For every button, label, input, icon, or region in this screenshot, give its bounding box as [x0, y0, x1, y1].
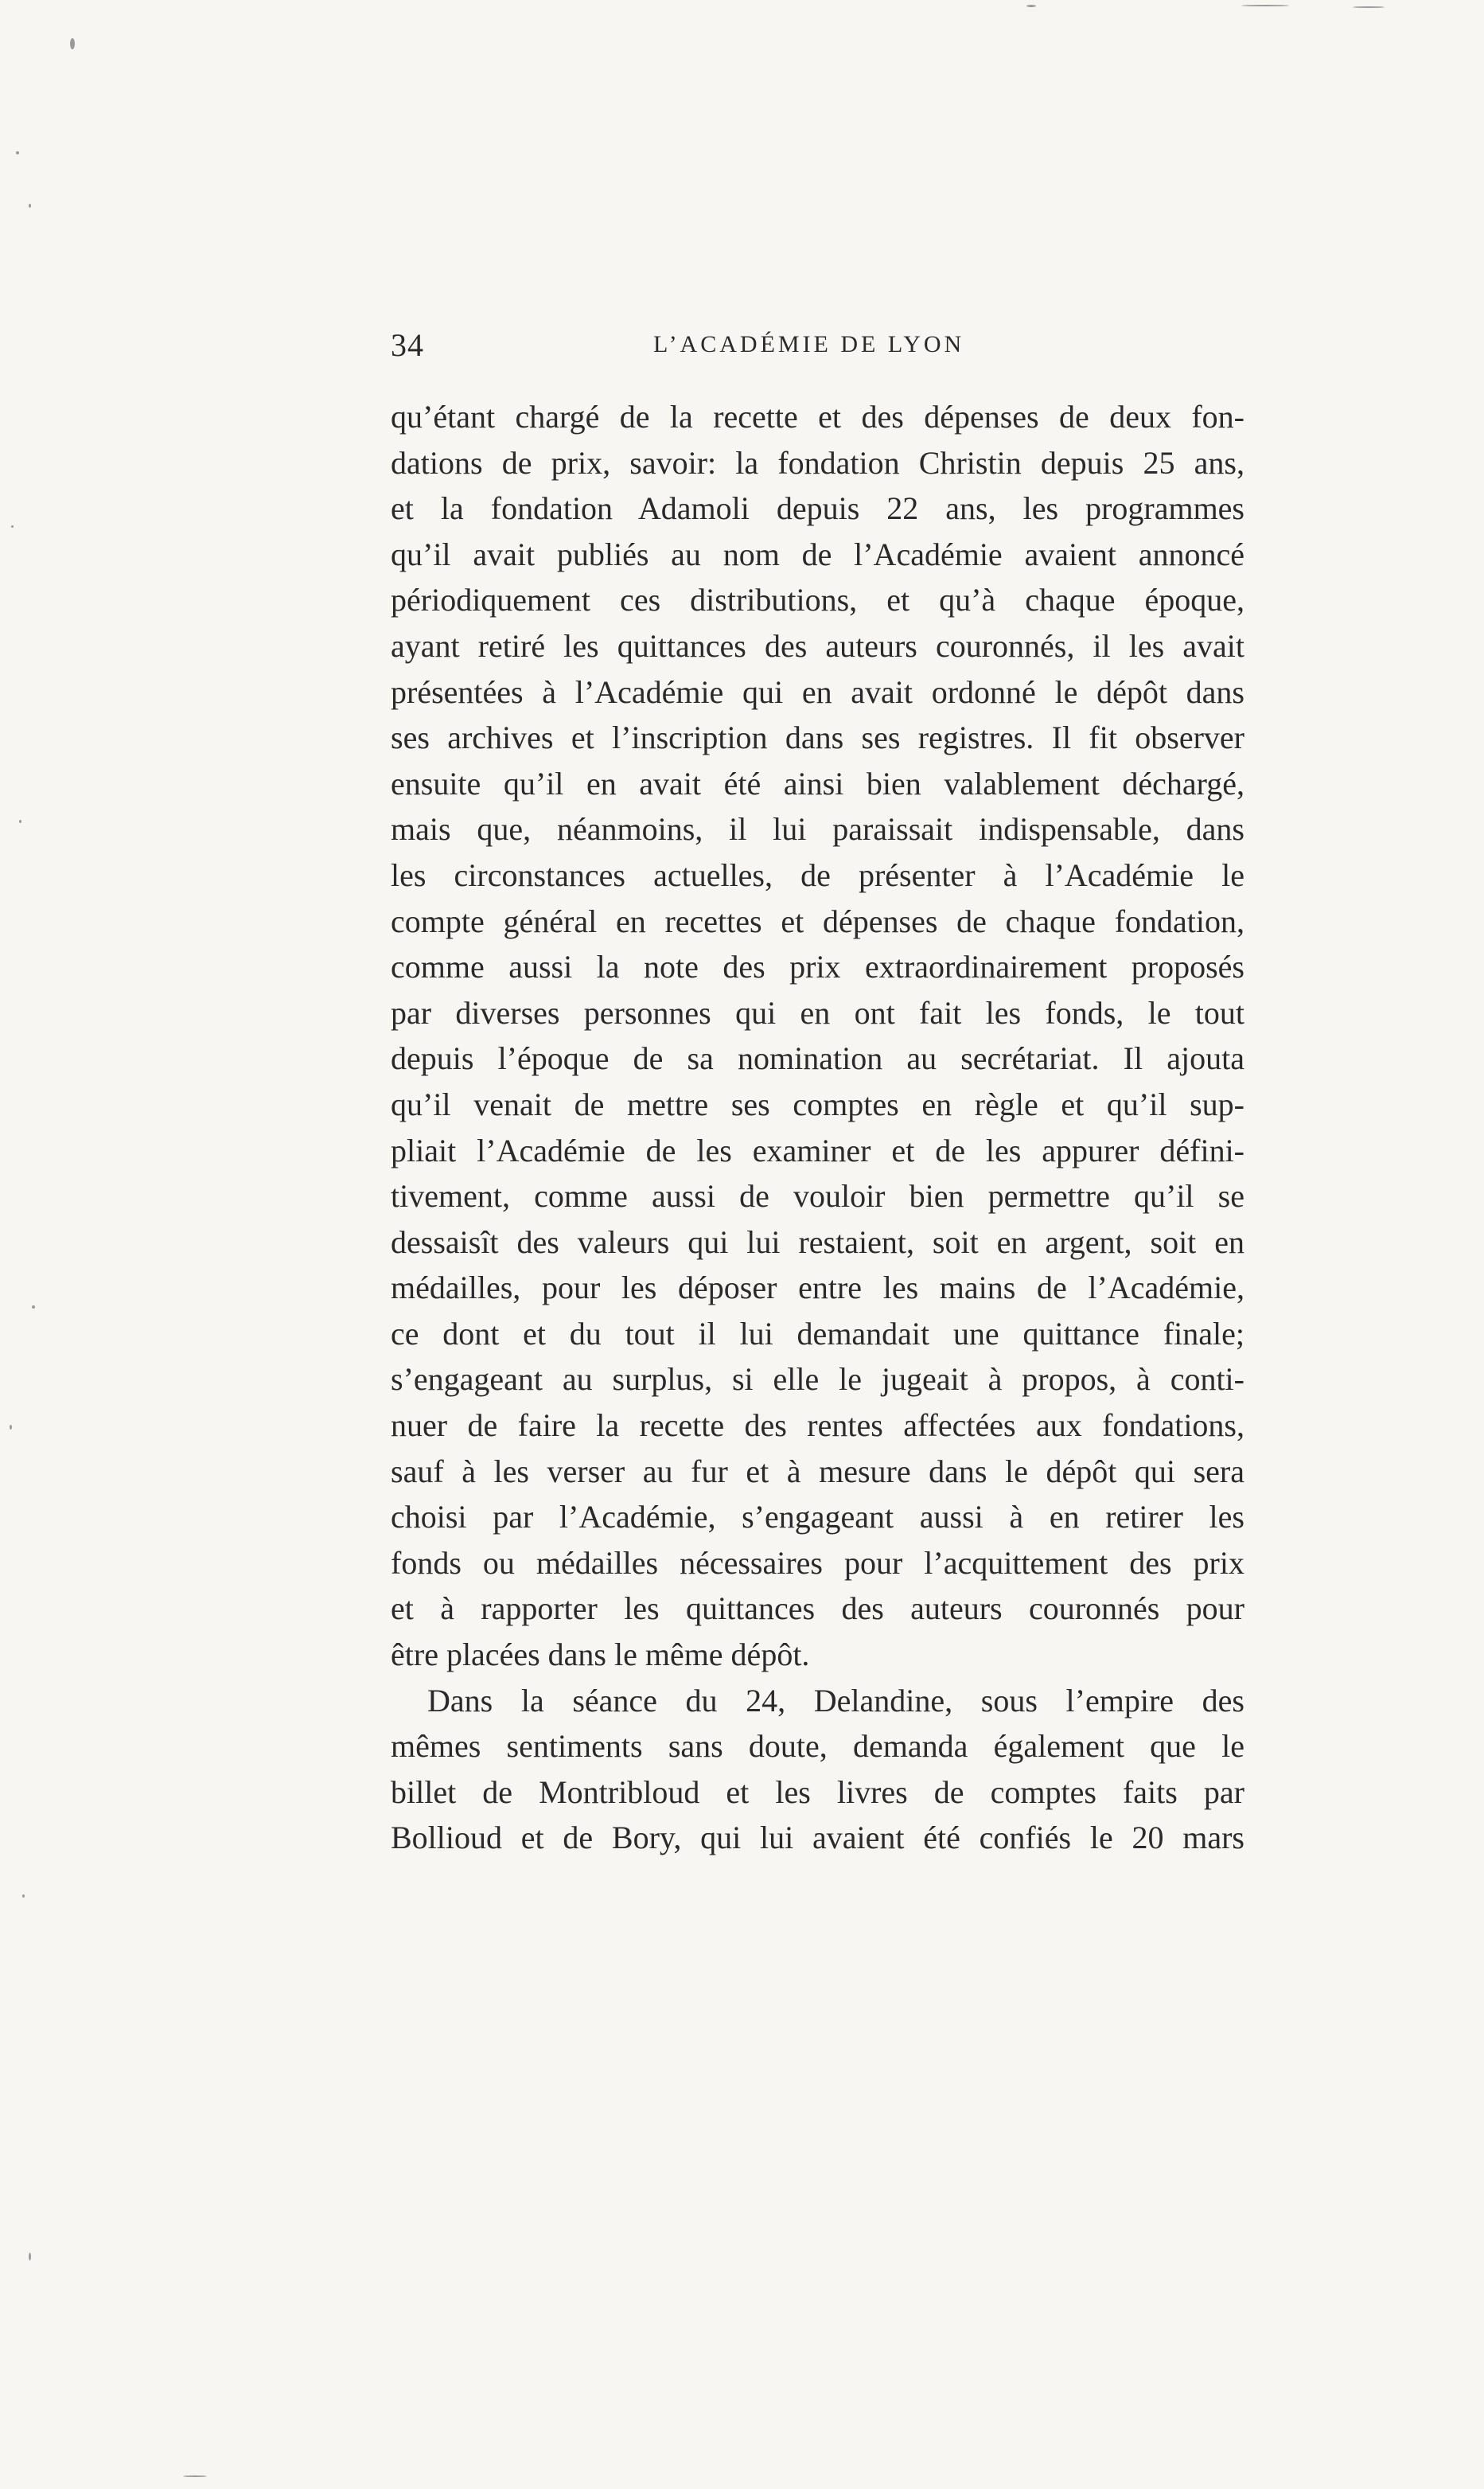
scan-speck	[32, 1305, 35, 1309]
text-line: comme aussi la note des prix extraordinairement proposés	[391, 949, 1244, 985]
text-line: périodiquement ces distributions, et qu’à chaque époque,	[391, 582, 1244, 618]
text-line: les circonstances actuelles, de présenter à l’Académie le	[391, 856, 1244, 893]
page-header	[391, 326, 1244, 374]
text-line: fonds ou médailles nécessaires pour l’acquittement des prix	[391, 1544, 1244, 1581]
scan-speck	[29, 2253, 31, 2261]
text-line: Bollioud et de Bory, qui lui avaient été confiés le 20 mars	[391, 1820, 1244, 1856]
scan-speck	[22, 1894, 25, 1898]
text-line: sauf à les verser au fur et à mesure dans le dépôt qui sera	[391, 1453, 1244, 1489]
paragraph-start-line: Dans la séance du 24, Delandine, sous l’empire des	[427, 1682, 1244, 1719]
text-line: compte général en recettes et dépenses de chaque fondation,	[391, 903, 1244, 939]
text-line: pliait l’Académie de les examiner et de les appurer défini-	[391, 1132, 1244, 1168]
text-line: qu’il venait de mettre ses comptes en règle et qu’il sup-	[391, 1086, 1244, 1122]
text-line: qu’étant chargé de la recette et des dépenses de deux fon-	[391, 399, 1244, 435]
text-line: tivement, comme aussi de vouloir bien permettre qu’il se	[391, 1178, 1244, 1215]
text-line: présentées à l’Académie qui en avait ordonné le dépôt dans	[391, 673, 1244, 710]
text-line: par diverses personnes qui en ont fait les fonds, le tout	[391, 994, 1244, 1031]
scan-speck	[19, 820, 21, 823]
text-line: dessaisît des valeurs qui lui restaient, soit en argent, soit en	[391, 1223, 1244, 1260]
text-line: qu’il avait publiés au nom de l’Académie avaient annoncé	[391, 536, 1244, 572]
scan-speck	[10, 1425, 12, 1430]
text-line: s’engageant au surplus, si elle le jugeait à propos, à conti-	[391, 1361, 1244, 1398]
scan-speck	[1241, 5, 1289, 6]
scan-speck	[11, 525, 14, 528]
text-line: billet de Montribloud et les livres de comptes faits par	[391, 1773, 1244, 1810]
scan-speck	[1026, 5, 1036, 7]
scan-speck	[1353, 6, 1385, 8]
text-line: mêmes sentiments sans doute, demanda également que le	[391, 1728, 1244, 1765]
scan-speck	[70, 38, 75, 49]
text-line: ce dont et du tout il lui demandait une quittance finale;	[391, 1315, 1244, 1352]
running-title: L’ACADÉMIE DE LYON	[653, 331, 965, 357]
text-line: médailles, pour les déposer entre les mains de l’Académie,	[391, 1270, 1244, 1306]
scan-speck	[29, 204, 31, 208]
text-line: nuer de faire la recette des rentes affectées aux fondations,	[391, 1407, 1244, 1444]
text-line: et la fondation Adamoli depuis 22 ans, les programmes	[391, 490, 1244, 527]
text-line: dations de prix, savoir: la fondation Christin depuis 25 ans,	[391, 444, 1244, 481]
scan-speck	[183, 2475, 207, 2477]
text-line: être placées dans le même dépôt.	[391, 1637, 810, 1673]
text-line: ayant retiré les quittances des auteurs couronnés, il les avait	[391, 627, 1244, 664]
text-line: ses archives et l’inscription dans ses registres. Il fit observer	[391, 720, 1244, 756]
text-line: choisi par l’Académie, s’engageant aussi à en retirer les	[391, 1499, 1244, 1535]
text-line: et à rapporter les quittances des auteurs couronnés pour	[391, 1590, 1244, 1627]
text-line: depuis l’époque de sa nomination au secrétariat. Il ajouta	[391, 1040, 1244, 1077]
page-number: 34	[391, 327, 424, 363]
scan-speck	[16, 151, 19, 154]
text-line: ensuite qu’il en avait été ainsi bien valablement déchargé,	[391, 765, 1244, 802]
text-line: mais que, néanmoins, il lui paraissait indispensable, dans	[391, 811, 1244, 848]
body-text	[391, 394, 1244, 1861]
